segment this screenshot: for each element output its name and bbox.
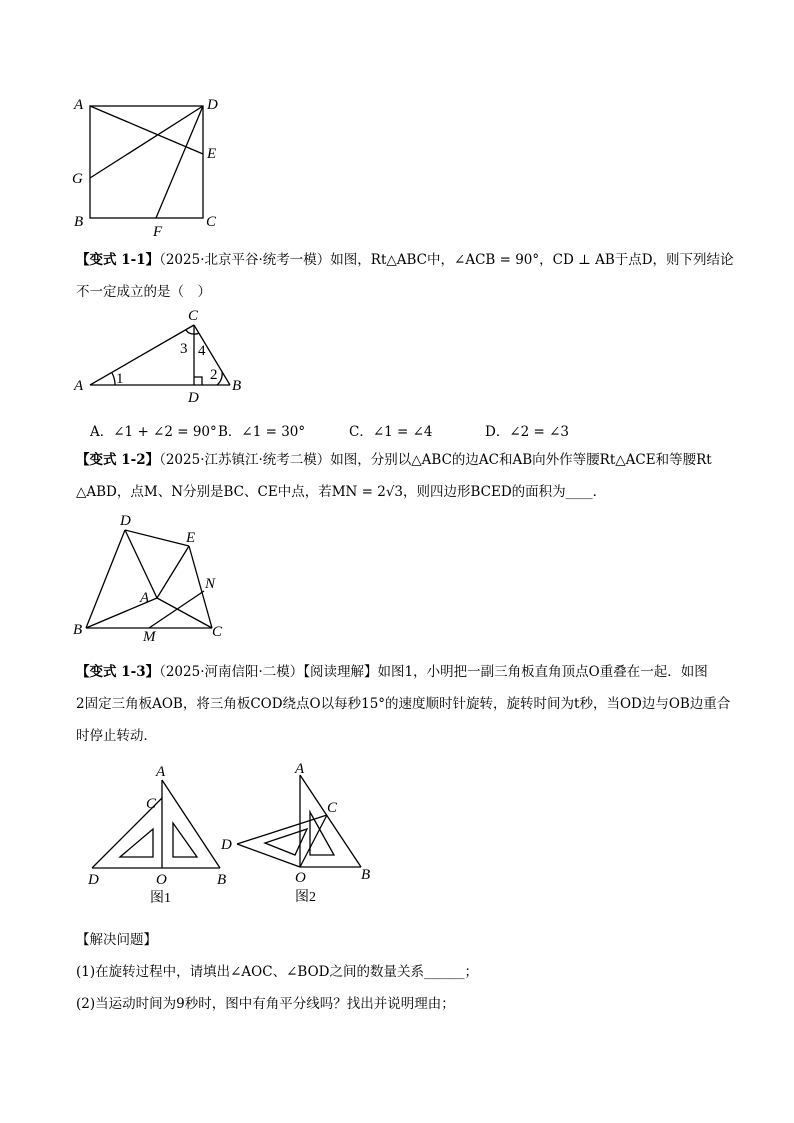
label-A: A	[140, 590, 150, 606]
label-D: D	[188, 390, 199, 406]
square-figure	[60, 90, 240, 240]
fig2-caption: 图2	[295, 890, 316, 905]
q1-2-line1	[76, 450, 726, 470]
label-C: C	[212, 624, 223, 640]
q1-2-tag: 【变式 1-2】	[76, 452, 160, 468]
label-C: C	[146, 796, 157, 812]
label-B: B	[74, 214, 84, 230]
label-B: B	[361, 867, 371, 883]
label-D: D	[207, 97, 218, 113]
label-O: O	[156, 872, 167, 888]
label-A: A	[74, 97, 84, 113]
label-G: G	[72, 171, 83, 187]
q1-1-tag: 【变式 1-1】	[76, 252, 160, 268]
q1-1-line2: 不一定成立的是（ ）	[76, 284, 211, 300]
option-c[interactable]: C．∠1 = ∠4	[349, 424, 433, 440]
label-B: B	[73, 622, 83, 638]
label-B: B	[232, 378, 242, 394]
angle-1-label: 1	[116, 371, 124, 387]
angle-4-label: 4	[198, 343, 206, 359]
label-F: F	[153, 224, 163, 240]
label-A: A	[74, 378, 84, 394]
q1-1-text: （2025·北京平谷·统考一模）如图，Rt△ABC中，∠ACB = 90°，CD ⊥ AB于点D，则下列结论	[159, 252, 734, 268]
label-C: C	[188, 308, 199, 324]
option-b[interactable]: B．∠1 = 30°	[218, 424, 306, 440]
q1-3-text: （2025·河南信阳·二模）【阅读理解】如图1，小明把一副三角板直角顶点O重叠在一起．如图	[159, 664, 708, 680]
angle-3-label: 3	[180, 341, 188, 357]
label-E: E	[207, 146, 217, 162]
q1-3-line1	[76, 662, 726, 682]
label-D: D	[120, 513, 131, 529]
label-D: D	[221, 837, 232, 853]
right-triangle-figure	[60, 305, 260, 405]
q1-3-line2: 2固定三角板AOB，将三角板COD绕点O以每秒15°的速度顺时针旋转，旋转时间为t秒，当OD边与OB边重合	[76, 696, 731, 712]
q1-2-text: （2025·江苏镇江·统考二模）如图，分别以△ABC的边AC和AB向外作等腰Rt△ACE和等腰Rt	[159, 452, 712, 468]
label-C: C	[206, 214, 217, 230]
section-heading: 【解决问题】	[76, 932, 157, 948]
label-C: C	[327, 800, 338, 816]
label-A: A	[156, 764, 166, 780]
label-B: B	[217, 872, 227, 888]
label-M: M	[143, 629, 156, 645]
option-d[interactable]: D．∠2 = ∠3	[485, 424, 570, 440]
q1-1-line1	[76, 250, 734, 270]
fig1-caption: 图1	[150, 891, 171, 906]
label-A: A	[295, 761, 305, 777]
label-O: O	[295, 870, 306, 886]
part-1: (1)在旋转过程中，请填出∠AOC、∠BOD之间的数量关系______；	[76, 964, 478, 980]
angle-2-label: 2	[210, 367, 218, 383]
q1-3-tag: 【变式 1-3】	[76, 664, 160, 680]
q1-2-line2: △ABD，点M、N分别是BC、CE中点，若MN = 2√3，则四边形BCED的面积为____．	[76, 484, 607, 500]
q1-3-line3: 时停止转动．	[76, 728, 157, 744]
option-a[interactable]: A．∠1 + ∠2 = 90°	[90, 424, 217, 440]
label-N: N	[205, 576, 216, 592]
quadrilateral-figure	[60, 508, 240, 643]
label-E: E	[186, 530, 196, 546]
set-squares-figure-2	[215, 755, 385, 910]
label-D: D	[88, 872, 99, 888]
part-2: (2)当运动时间为9秒时，图中有角平分线吗？找出并说明理由；	[76, 996, 455, 1012]
